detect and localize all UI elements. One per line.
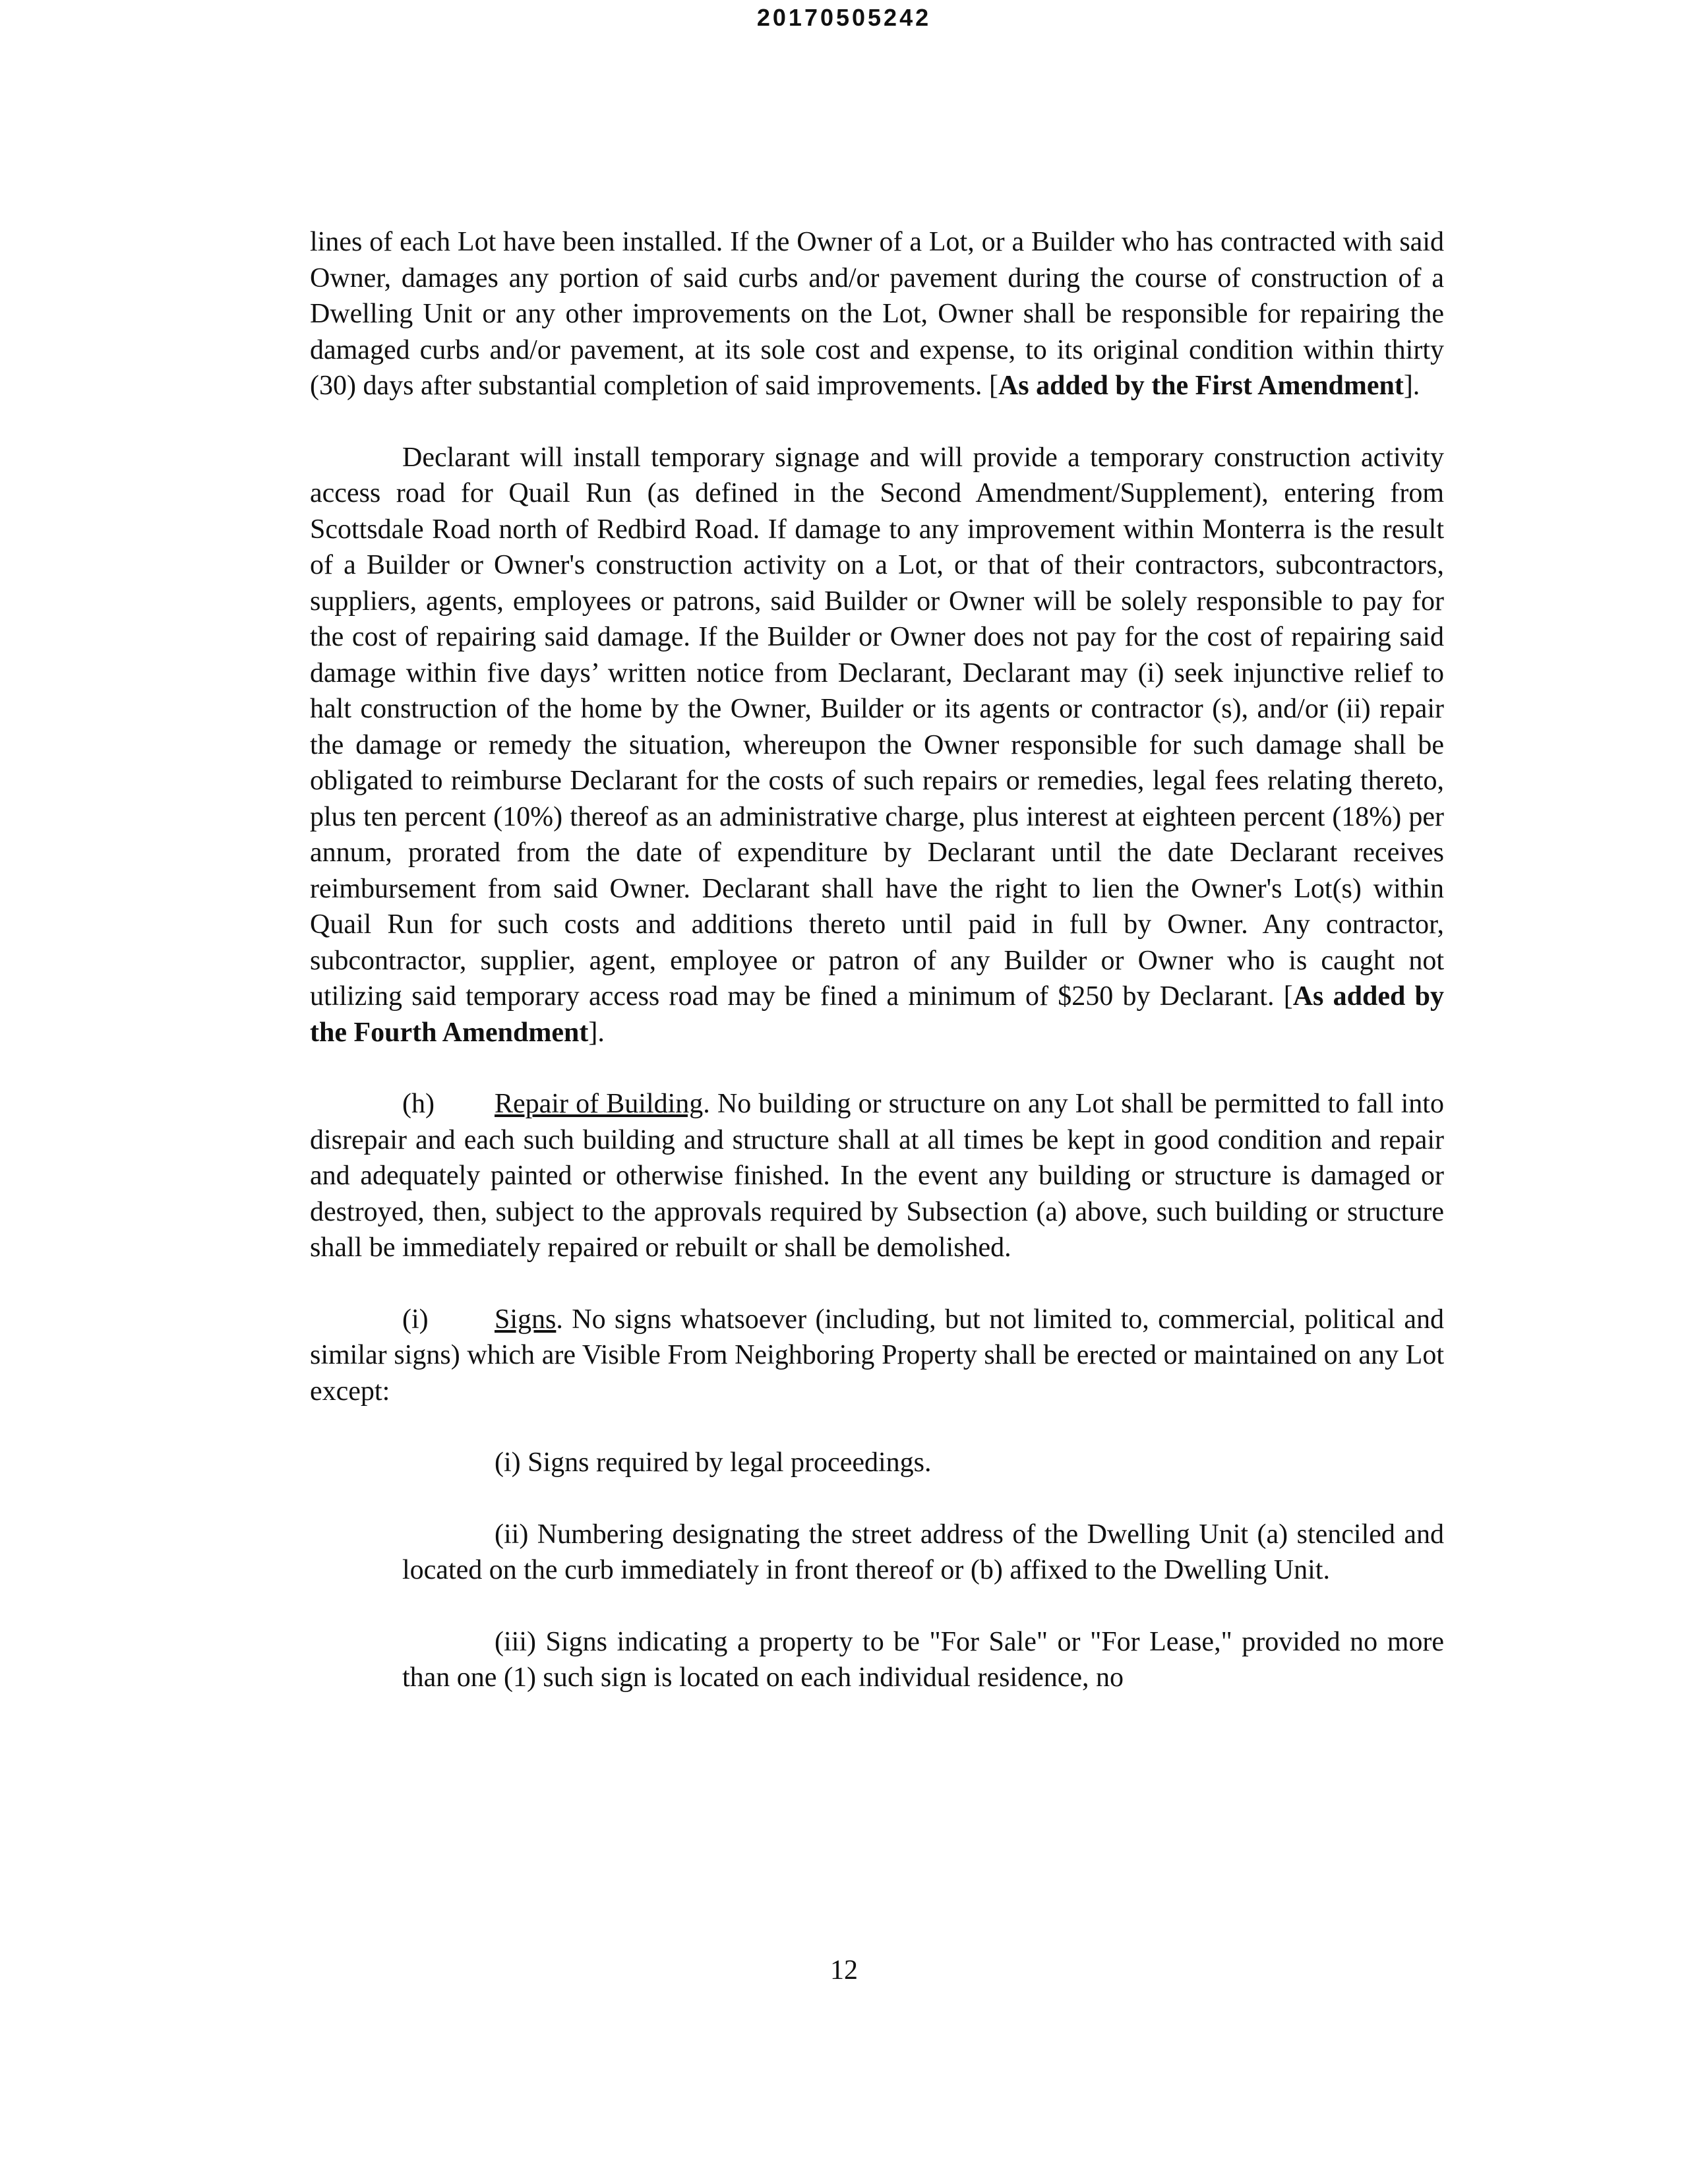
subsection-i-legal-signs bbox=[495, 1445, 1444, 1481]
section-text: . No signs whatsoever (including, but not limited to, commercial, political and similar signs) which are Visible From Neighboring Property shall be erected or maintained on any Lot except: bbox=[310, 1304, 1444, 1407]
section-text: . No building or structure on any Lot shall be permitted to fall into disrepair and each such building and structure shall at all times be kept in good condition and repair and adequately painted or otherwise finished. In the event any building or structure is damaged or destroyed, then, subject to the approvals required by Subsection (a) above, such building or structure shall be immediately repaired or rebuilt or shall be demolished. bbox=[310, 1089, 1444, 1263]
amendment-note: As added by the First Amendment bbox=[998, 371, 1404, 401]
subsection-iii-sale-lease-signs bbox=[402, 1624, 1444, 1696]
amendment-note-open: [ bbox=[982, 371, 998, 401]
amendment-note-close: ]. bbox=[1403, 371, 1420, 401]
paragraph-text: Declarant will install temporary signage and will provide a temporary construction activity access road for Quail Run (as defined in the Second Amendment/Supplement), entering from Scottsdale Road north of Redbird Road. If damage to any improvement within Monterra is the result of a Builder or Owner's construction activity on a Lot, or that of their contractors, subcontractors, suppliers, agents, employees or patrons, said Builder or Owner will be solely responsible to pay for the cost of repairing said damage. If the Builder or Owner does not pay for the cost of repairing said damage within five days’ written notice from Declarant, Declarant may (i) seek injunctive relief to halt construction of the home by the Owner, Builder or its agents or contractor (s), and/or (ii) repair the damage or remedy the situation, whereupon the Owner responsible for such damage shall be obligated to reimburse Declarant for the costs of such repairs or remedies, legal fees relating thereto, plus ten percent (10%) thereof as an administrative charge, plus interest at eighteen percent (18%) per annum, prorated from the date of expenditure by Declarant until the date Declarant receives reimbursement from said Owner. Declarant shall have the right to lien the Owner's Lot(s) within Quail Run for such costs and additions thereto until paid in full by Owner. Any contractor, subcontractor, supplier, agent, employee or patron of any Builder or Owner who is caught not utilizing said temporary access road may be fined a minimum of $250 by Declarant. bbox=[310, 442, 1444, 1012]
section-heading: Signs bbox=[495, 1304, 557, 1335]
section-h-repair-of-building bbox=[310, 1086, 1444, 1266]
subsection-text: (iii) Signs indicating a property to be "For Sale" or "For Lease," provided no more than one (1) such sign is located on each individual residence, no bbox=[402, 1626, 1444, 1693]
subsection-text: (i) Signs required by legal proceedings. bbox=[495, 1447, 932, 1478]
document-body bbox=[310, 224, 1444, 1732]
section-marker: (h) bbox=[402, 1089, 435, 1119]
section-i-signs bbox=[310, 1302, 1444, 1410]
paragraph-curbs-pavement bbox=[310, 224, 1444, 404]
paragraph-text: lines of each Lot have been installed. If the Owner of a Lot, or a Builder who has contracted with said Owner, damages any portion of said curbs and/or pavement during the course of construction of a Dwelling Unit or any other improvements on the Lot, Owner shall be responsible for repairing the damaged curbs and/or pavement, at its sole cost and expense, to its original condition within thirty (30) days after substantial completion of said improvements. bbox=[310, 227, 1444, 401]
paragraph-temporary-access-road bbox=[310, 440, 1444, 1051]
subsection-text: (ii) Numbering designating the street address of the Dwelling Unit (a) stenciled and located on the curb immediately in front thereof or (b) affixed to the Dwelling Unit. bbox=[402, 1519, 1444, 1585]
document-number: 20170505242 bbox=[756, 4, 932, 31]
page-number: 12 bbox=[830, 1955, 858, 1986]
amendment-note: As added by the Fourth Amendment bbox=[310, 981, 1444, 1048]
section-heading: Repair of Building bbox=[495, 1089, 704, 1119]
section-marker: (i) bbox=[402, 1304, 429, 1335]
subsection-ii-street-numbering bbox=[402, 1517, 1444, 1589]
amendment-note-open: [ bbox=[1274, 981, 1293, 1012]
amendment-note-close: ]. bbox=[588, 1017, 605, 1048]
